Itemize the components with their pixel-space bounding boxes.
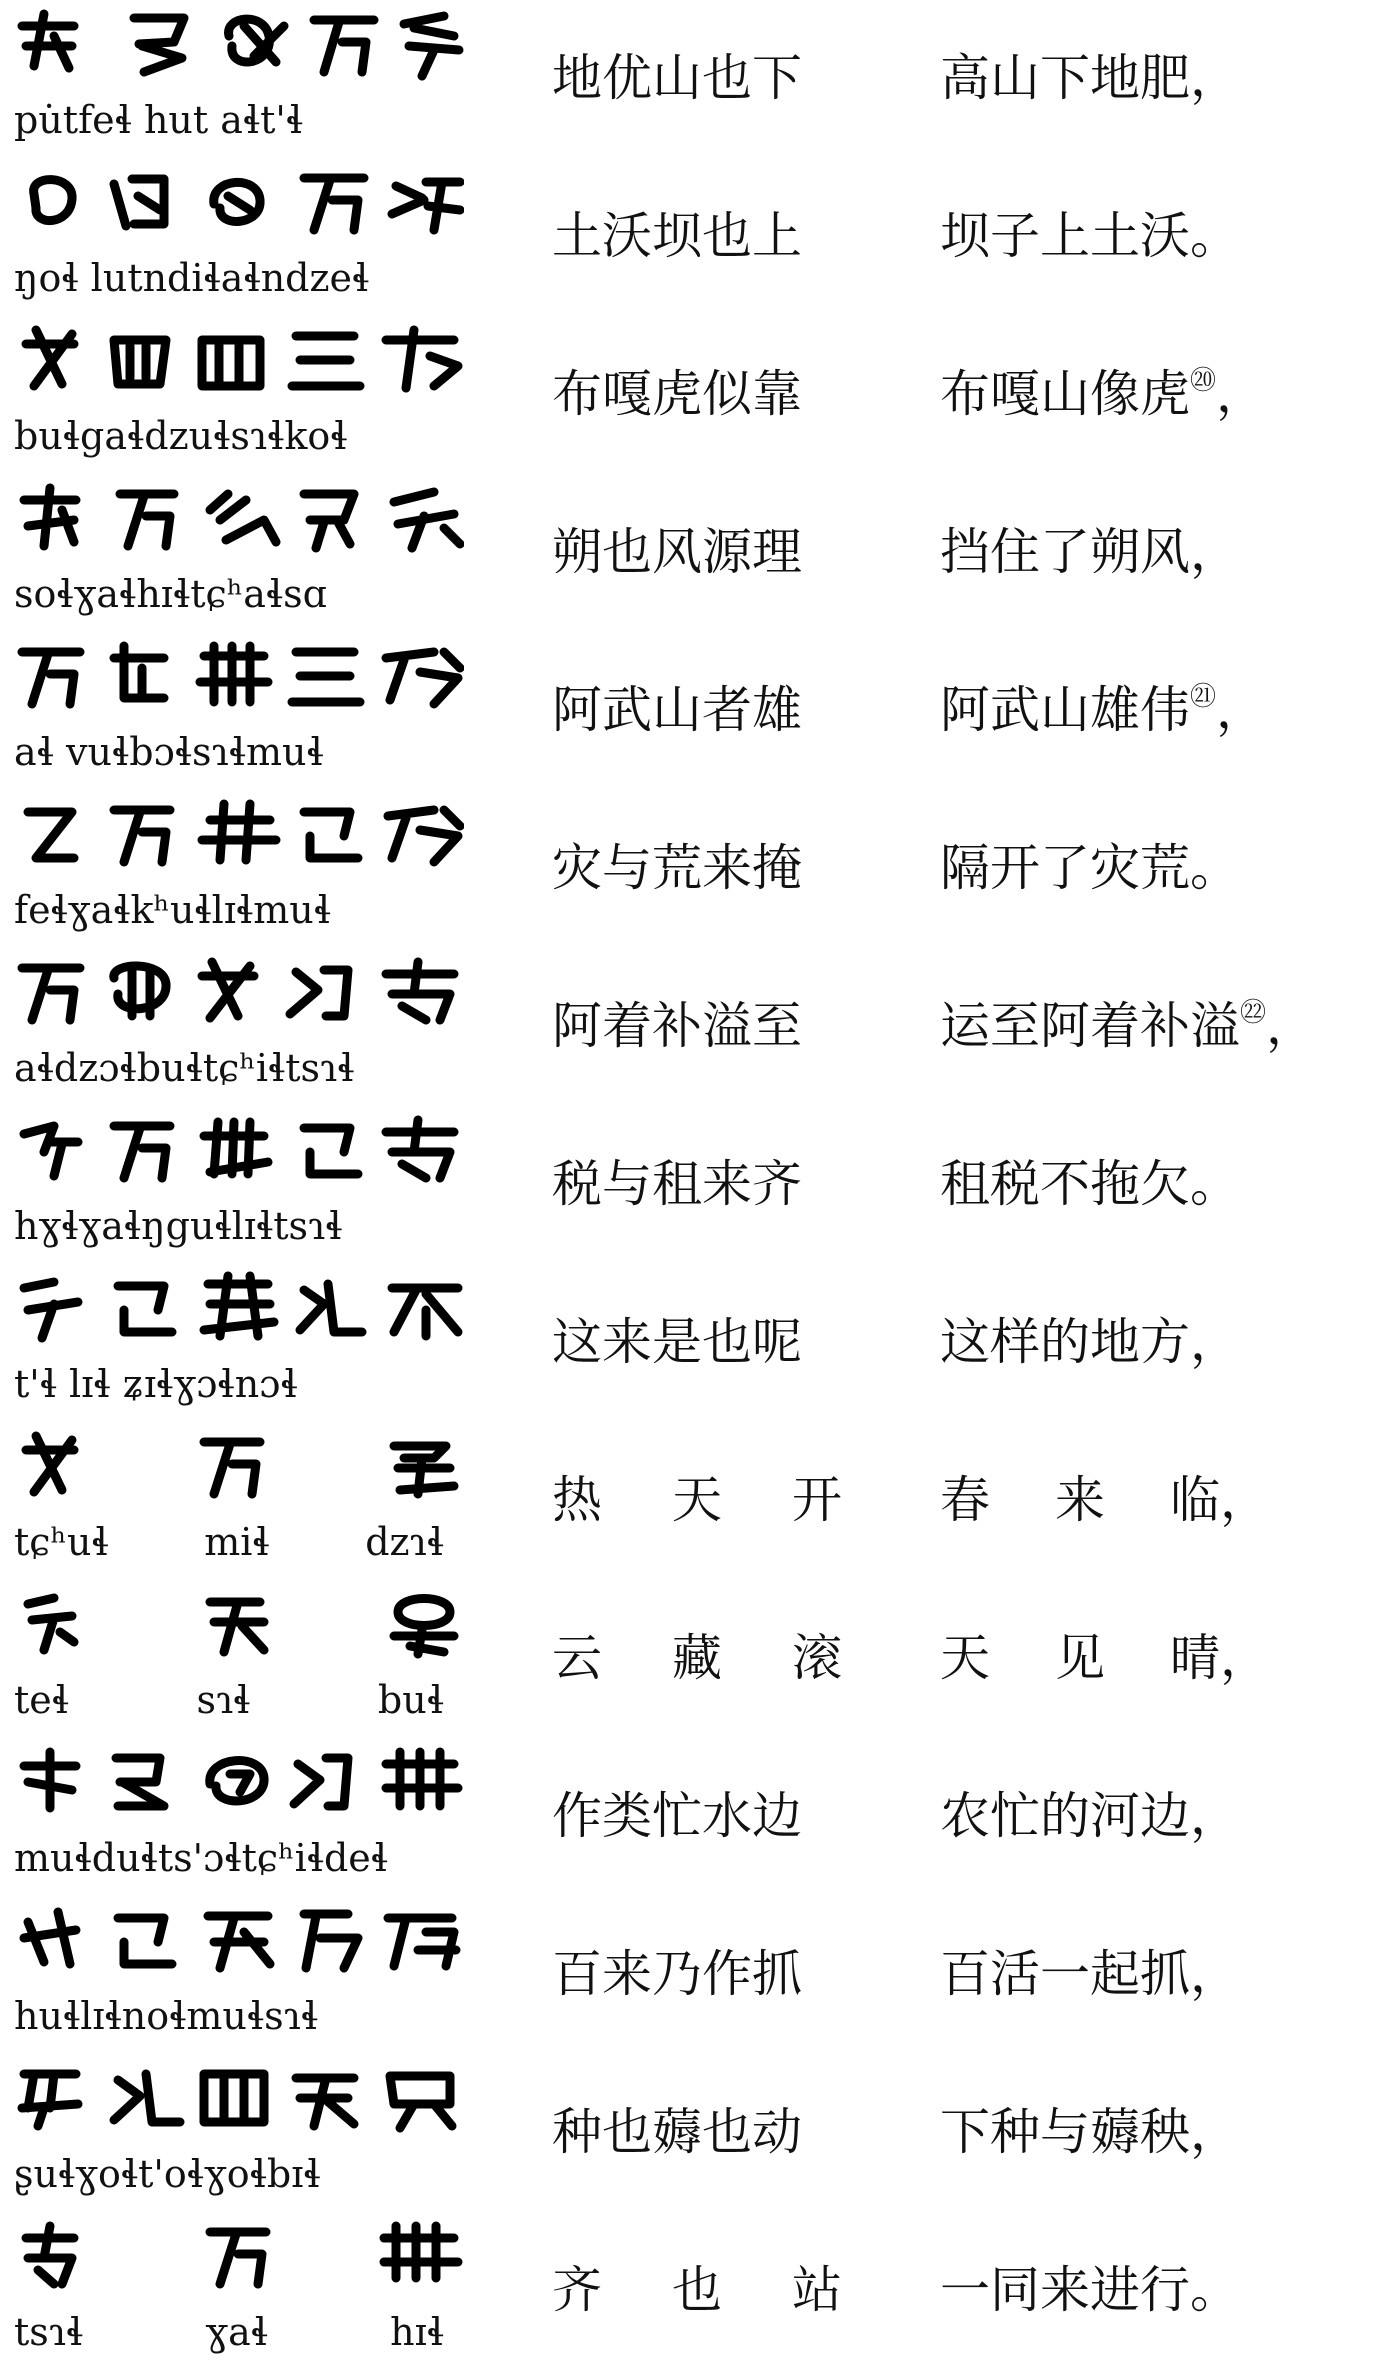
free-translation: 高山下地肥，	[940, 49, 1240, 107]
free-translation: 挡住了朔风，	[940, 523, 1240, 581]
phonetic-transcription: huɬlɪɬnoɬmuɬsɿɬ	[14, 1994, 319, 2038]
phonetic-transcription: t'ɬ lɪɬ ʑɪɬɣɔɬnɔɬ	[14, 1362, 298, 1406]
free-translation: 隔开了灾荒。	[940, 839, 1240, 897]
yi-script-cell	[14, 480, 464, 626]
phonetic-syllable: buɬ	[377, 1678, 444, 1722]
yi-glyphs	[14, 638, 464, 716]
verse-row	[0, 1738, 1392, 1896]
verse-row	[0, 0, 1392, 158]
phonetic-syllable: sɿɬ	[196, 1678, 251, 1722]
gloss-char: 云	[552, 1629, 602, 1687]
translation-char: 天	[940, 1629, 990, 1687]
yi-glyphs	[14, 322, 464, 400]
phonetic-syllable: tɕʰuɬ	[14, 1520, 109, 1564]
free-translation	[940, 986, 1380, 1066]
translation-text: 阿武山雄伟	[940, 681, 1190, 739]
translation-punctuation: ，	[1216, 365, 1267, 423]
yi-glyphs	[14, 6, 464, 84]
yi-glyphs	[14, 164, 464, 242]
translation-punctuation: ，	[1266, 997, 1317, 1055]
gloss-char: 站	[792, 2261, 842, 2319]
literal-gloss: 土沃坝也上	[552, 207, 802, 265]
phonetic-transcription: aɬdzɔɬbuɬtɕʰiɬtsɿɬ	[14, 1046, 355, 1090]
free-translation: 坝子上土沃。	[940, 207, 1240, 265]
yi-script-cell	[14, 164, 464, 310]
yi-script-cell	[14, 796, 464, 942]
verse-row	[0, 316, 1392, 474]
phonetic-transcription: soɬɣaɬhɪɬtɕʰaɬsɑ	[14, 572, 327, 616]
phonetic-syllable: hɪɬ	[390, 2310, 444, 2354]
gloss-char: 齐	[552, 2261, 602, 2319]
yi-glyphs	[14, 480, 464, 558]
yi-script-cell	[14, 954, 464, 1100]
translation-punctuation: ，	[1216, 681, 1267, 739]
yi-script-cell	[14, 1902, 464, 2048]
phonetic-transcription	[14, 2302, 464, 2362]
verse-row	[0, 1580, 1392, 1738]
literal-gloss	[552, 2250, 842, 2330]
phonetic-transcription	[14, 1670, 464, 1730]
verse-row	[0, 948, 1392, 1106]
footnote-marker: ㉒	[1240, 998, 1267, 1028]
translation-char: 临，	[1170, 1471, 1270, 1529]
translation-char: 春	[940, 1471, 990, 1529]
verse-row	[0, 2054, 1392, 2212]
yi-script-cell	[14, 1586, 464, 1732]
gloss-char: 滚	[792, 1629, 842, 1687]
phonetic-syllable: tsɿɬ	[14, 2310, 84, 2354]
free-translation: 农忙的河边，	[940, 1787, 1240, 1845]
phonetic-transcription: muɬduɬts'ɔɬtɕʰiɬdeɬ	[14, 1836, 389, 1880]
phonetic-syllable: miɬ	[204, 1520, 270, 1564]
verse-row	[0, 1422, 1392, 1580]
phonetic-transcription: ʂuɬɣoɬt'oɬɣoɬbɪɬ	[14, 2152, 321, 2196]
yi-glyphs	[14, 1112, 464, 1190]
literal-gloss: 朔也风源理	[552, 523, 802, 581]
translation-char: 晴，	[1170, 1629, 1270, 1687]
literal-gloss: 灾与荒来掩	[552, 839, 802, 897]
phonetic-transcription	[14, 1512, 464, 1572]
literal-gloss: 阿武山者雄	[552, 681, 802, 739]
verse-row	[0, 1264, 1392, 1422]
yi-glyphs	[14, 1744, 464, 1822]
literal-gloss: 阿着补溢至	[552, 997, 802, 1055]
yi-glyphs	[14, 796, 464, 874]
translation-text: 运至阿着补溢	[940, 997, 1240, 1055]
free-translation: 下种与薅秧，	[940, 2103, 1240, 2161]
yi-script-cell	[14, 2060, 464, 2206]
literal-gloss: 这来是也呢	[552, 1313, 802, 1371]
phonetic-transcription: feɬɣaɬkʰuɬlɪɬmuɬ	[14, 888, 332, 932]
literal-gloss	[552, 1618, 842, 1698]
free-translation: 租税不拖欠。	[940, 1155, 1240, 1213]
free-translation	[940, 1618, 1270, 1698]
footnote-marker: ㉑	[1190, 682, 1217, 712]
phonetic-syllable: teɬ	[14, 1678, 70, 1722]
gloss-char: 藏	[672, 1629, 722, 1687]
verse-row	[0, 1106, 1392, 1264]
yi-script-cell	[14, 1270, 464, 1416]
verse-row	[0, 632, 1392, 790]
yi-glyphs	[14, 954, 464, 1032]
yi-script-cell	[14, 322, 464, 468]
yi-script-cell	[14, 638, 464, 784]
yi-glyphs	[14, 1270, 464, 1348]
phonetic-transcription: aɬ vuɬbɔɬsɿɬmuɬ	[14, 730, 324, 774]
verse-row	[0, 158, 1392, 316]
phonetic-transcription: hɣɬɣaɬŋguɬlɪɬtsɿɬ	[14, 1204, 343, 1248]
phonetic-transcription: ŋoɬ lutndiɬaɬndzeɬ	[14, 256, 370, 300]
yi-script-cell	[14, 6, 464, 152]
literal-gloss: 作类忙水边	[552, 1787, 802, 1845]
literal-gloss: 百来乃作抓	[552, 1945, 802, 2003]
translation-char: 来	[1055, 1471, 1105, 1529]
literal-gloss	[552, 1460, 842, 1540]
translation-text: 布嘎山像虎	[940, 365, 1190, 423]
literal-gloss: 种也薅也动	[552, 2103, 802, 2161]
free-translation: 一同来进行。	[940, 2261, 1240, 2319]
gloss-char: 也	[672, 2261, 722, 2319]
literal-gloss: 布嘎虎似靠	[552, 365, 802, 423]
literal-gloss: 税与租来齐	[552, 1155, 802, 1213]
free-translation	[940, 670, 1380, 750]
literal-gloss: 地优山也下	[552, 49, 802, 107]
free-translation: 这样的地方，	[940, 1313, 1240, 1371]
yi-glyphs	[14, 1902, 464, 1980]
phonetic-transcription: pu̇tfeɬ hut aɬt'ɬ	[14, 98, 304, 142]
verse-row	[0, 2212, 1392, 2370]
phonetic-syllable: ɣaɬ	[205, 2310, 269, 2354]
yi-glyphs	[14, 2218, 464, 2296]
free-translation	[940, 1460, 1270, 1540]
phonetic-syllable: dzɿɬ	[365, 1520, 444, 1564]
yi-script-cell	[14, 1112, 464, 1258]
phonetic-transcription: buɬgaɬdzuɬsɿɬkoɬ	[14, 414, 348, 458]
gloss-char: 热	[552, 1471, 602, 1529]
footnote-marker: ⑳	[1190, 366, 1217, 396]
yi-glyphs	[14, 1428, 464, 1506]
verse-row	[0, 474, 1392, 632]
yi-script-cell	[14, 1428, 464, 1574]
yi-glyphs	[14, 2060, 464, 2138]
yi-script-cell	[14, 1744, 464, 1890]
yi-glyphs	[14, 1586, 464, 1664]
gloss-char: 开	[792, 1471, 842, 1529]
translation-char: 见	[1055, 1629, 1105, 1687]
verse-row	[0, 1896, 1392, 2054]
gloss-char: 天	[672, 1471, 722, 1529]
yi-script-cell	[14, 2218, 464, 2364]
free-translation: 百活一起抓，	[940, 1945, 1240, 2003]
verse-row	[0, 790, 1392, 948]
free-translation	[940, 354, 1380, 434]
